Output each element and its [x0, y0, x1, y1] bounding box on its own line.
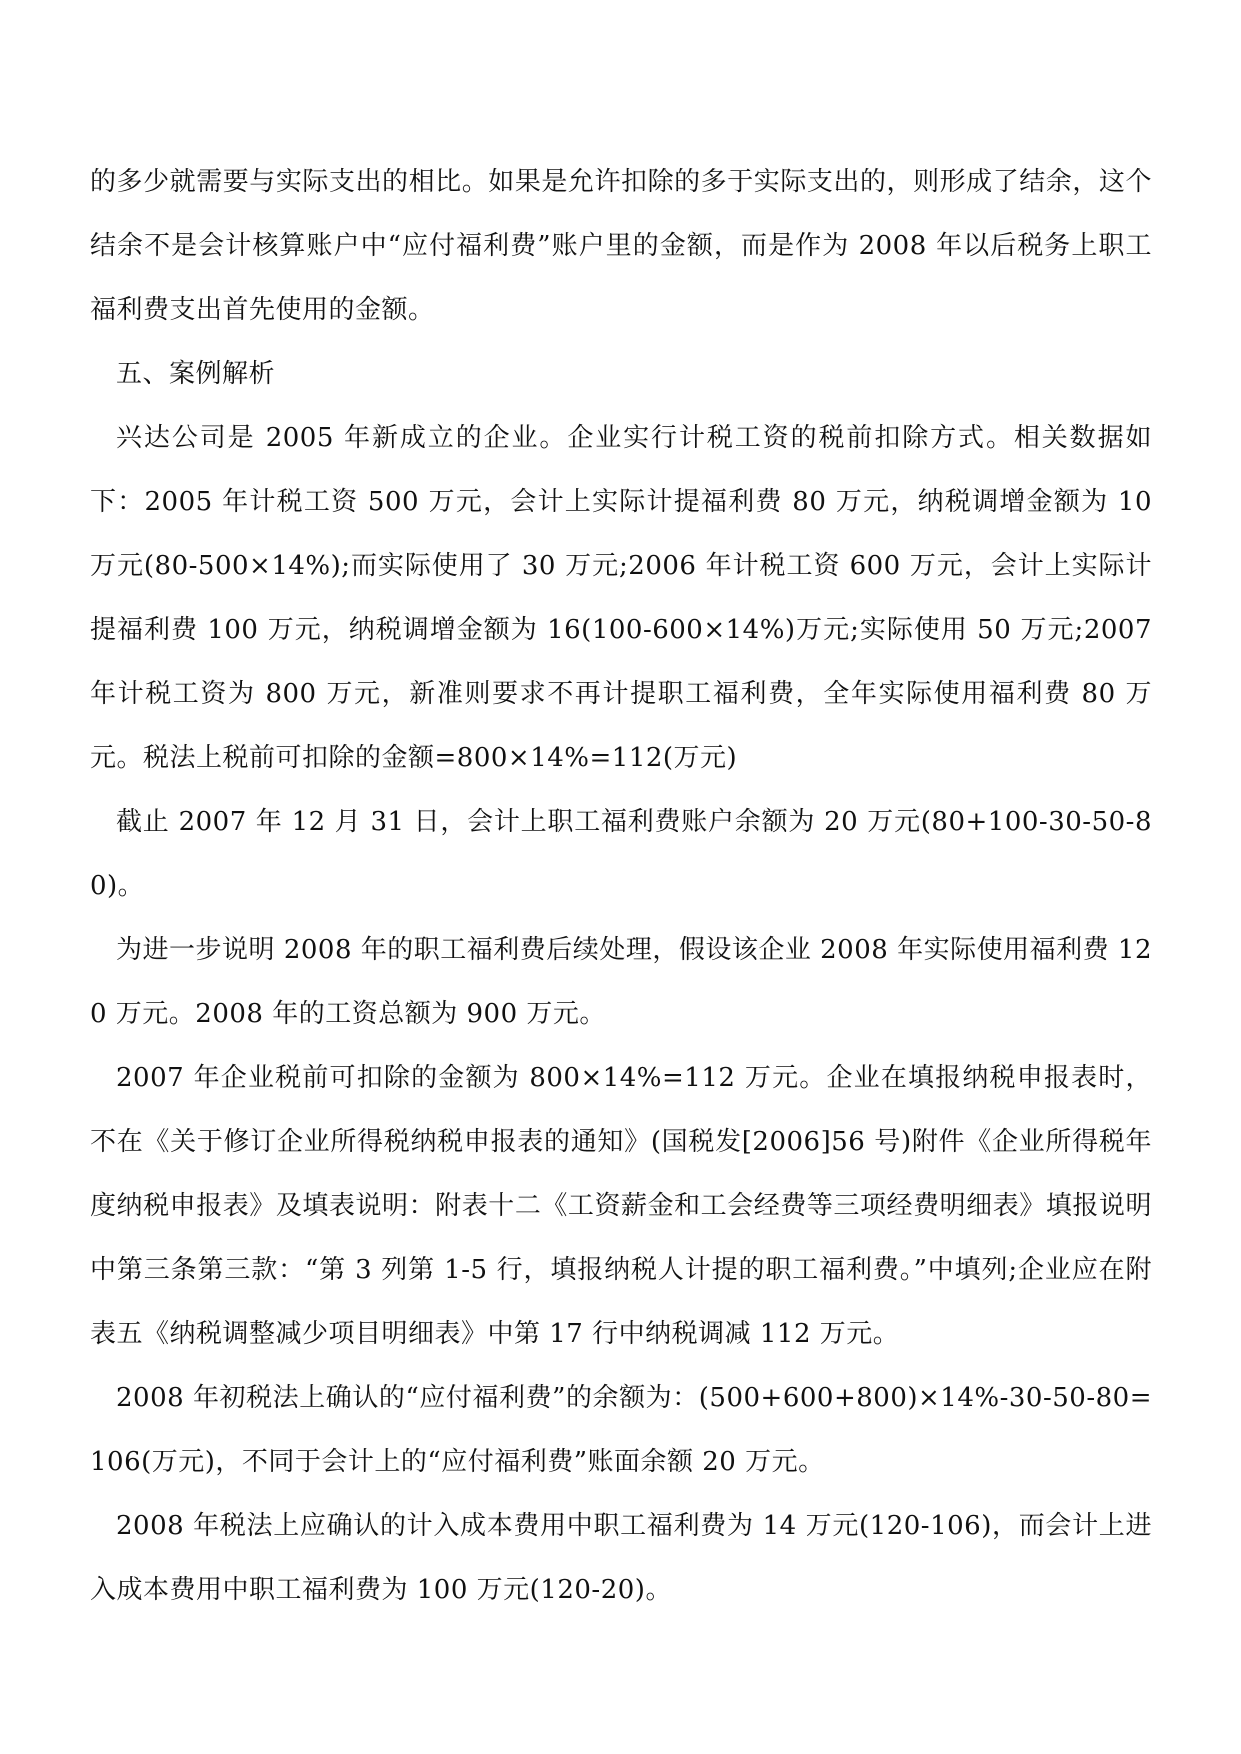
paragraph-welfare-balance: 的多少就需要与实际支出的相比。如果是允许扣除的多于实际支出的，则形成了结余，这个结余不是会计核算账户中“应付福利费”账户里的金额，而是作为 2008 年以后税务上职工福利费支出首先使用的金额。 — [90, 167, 1152, 325]
document-body — [90, 150, 1152, 1622]
paragraph-case-data: 兴达公司是 2005 年新成立的企业。企业实行计税工资的税前扣除方式。相关数据如下：2005 年计税工资 500 万元，会计上实际计提福利费 80 万元，纳税调增金额为 10 万元(80-500×14%);而实际使用了 30 万元;2006 年计税工资 600 万元，会计上实际计提福利费 100 万元，纳税调增金额为 16(100-600×14%)万元;实际使用 50 万元;2007 年计税工资为 800 万元，新准则要求不再计提职工福利费，全年实际使用福利费 80 万元。税法上税前可扣除的金额=800×14%=112(万元) — [90, 423, 1152, 773]
paragraph-account-balance-2007: 截止 2007 年 12 月 31 日，会计上职工福利费账户余额为 20 万元(80+100-30-50-80)。 — [90, 807, 1152, 901]
paragraph-assumption-2008: 为进一步说明 2008 年的职工福利费后续处理，假设该企业 2008 年实际使用福利费 120 万元。2008 年的工资总额为 900 万元。 — [90, 935, 1152, 1029]
paragraph-tax-filing-2007: 2007 年企业税前可扣除的金额为 800×14%=112 万元。企业在填报纳税申报表时，不在《关于修订企业所得税纳税申报表的通知》(国税发[2006]56 号)附件《企业所得税年度纳税申报表》及填表说明：附表十二《工资薪金和工会经费等三项经费明细表》填报说明中第三条第三款：“第 3 列第 1-5 行，填报纳税人计提的职工福利费。”中填列;企业应在附表五《纳税调整减少项目明细表》中第 17 行中纳税调减 112 万元。 — [90, 1063, 1152, 1349]
paragraph-opening-balance-2008: 2008 年初税法上确认的“应付福利费”的余额为：(500+600+800)×14%-30-50-80=106(万元)，不同于会计上的“应付福利费”账面余额 20 万元。 — [90, 1383, 1152, 1477]
paragraph-cost-expense-2008: 2008 年税法上应确认的计入成本费用中职工福利费为 14 万元(120-106)，而会计上进入成本费用中职工福利费为 100 万元(120-20)。 — [90, 1511, 1152, 1605]
section-heading-case-analysis: 五、案例解析 — [116, 359, 276, 389]
